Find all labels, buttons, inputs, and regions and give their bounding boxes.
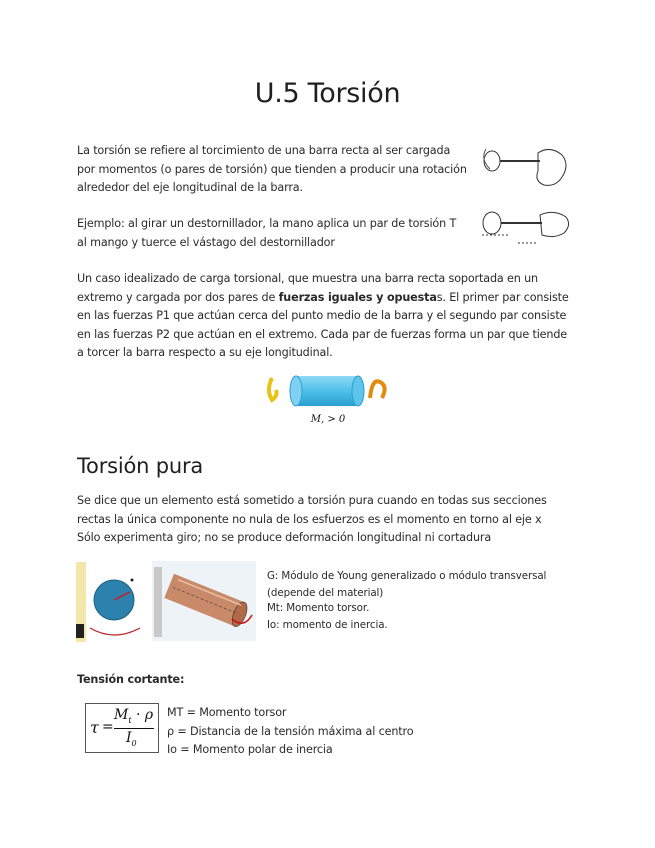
intro-paragraph: La torsión se refiere al torcimiento de una barra recta al ser cargada por momentos (o pares de torsión) que tienden a producir una rotación alrededor del eje longitudinal de la barra.: [77, 144, 467, 195]
section-heading-torsion-pura: Torsión pura: [77, 454, 204, 478]
hand-top: [537, 149, 566, 185]
rotation-arc: [90, 628, 140, 635]
formula-i: I: [126, 730, 132, 746]
legend-mt: Mt: Momento torsor.: [267, 602, 370, 614]
cross-section-figure: [76, 562, 148, 642]
case-text-bold: fuerzas iguales y opuesta: [278, 290, 437, 304]
case-text-after: s. El primer par consiste en las fuerzas P1 que actúan cerca del punto medio de la barra y el segundo par consiste en las fuerzas P2 que actúan en el extremo. Cada par de fuerzas forma un par que tiende a torcer la barra respecto a su eje longitudinal.: [77, 290, 569, 360]
right-torque-arrow: [370, 381, 385, 398]
pure-torsion-paragraph: Se dice que un elemento está sometido a torsión pura cuando en todas sus secciones rectas la única componente no nula de los esfuerzos es el momento en torno al eje x: [77, 494, 547, 526]
example-paragraph: Ejemplo: al girar un destornillador, la mano aplica un par de torsión T al mango y tuerce el vástago del destornillador: [77, 217, 457, 249]
legend-g: G: Módulo de Young generalizado o módulo transversal (depende del material): [267, 570, 547, 599]
legend-io: Io: momento de inercia.: [267, 619, 388, 631]
fixed-support: [154, 567, 162, 637]
cylinder-left-end: [290, 376, 302, 406]
torque-label: M, > 0: [310, 414, 346, 425]
twisted-bar-figure: [152, 561, 256, 641]
def-rho: ρ = Distancia de la tensión máxima al centro: [167, 725, 414, 738]
shear-formula: [85, 703, 159, 753]
case-text-before: Un caso idealizado de carga torsional, que muestra una barra recta soportada en un extremo y cargada por dos pares de: [77, 272, 538, 304]
formula-m: M: [114, 707, 129, 723]
formula-tau: τ: [90, 718, 99, 737]
formula-rho: · ρ: [136, 707, 154, 723]
torque-bar-figure: [266, 372, 390, 428]
formula-numerator: [114, 707, 153, 725]
formula-denominator: [126, 730, 137, 748]
formula-m-sub: t: [128, 715, 132, 725]
formula-i-sub: 0: [131, 738, 137, 748]
screwdriver-handle-bottom: [483, 212, 501, 234]
screwdriver-handle-top: [484, 151, 500, 171]
screwdriver-illustration: [478, 143, 576, 249]
def-mt: MT = Momento torsor: [167, 706, 287, 719]
left-torque-arrow: [269, 378, 277, 400]
case-paragraph: [77, 270, 577, 363]
def-io: Io = Momento polar de inercia: [167, 743, 333, 756]
pure-torsion-note: Sólo experimenta giro; no se produce deformación longitudinal ni cortadura: [77, 531, 492, 544]
shear-heading: Tensión cortante:: [77, 673, 185, 686]
fraction-bar: [114, 728, 154, 729]
hand-bottom: [540, 212, 569, 236]
cylinder-body: [296, 376, 358, 406]
page-title: U.5 Torsión: [254, 78, 401, 109]
formula-equals: =: [102, 719, 114, 735]
cylinder-right-end: [352, 376, 364, 406]
